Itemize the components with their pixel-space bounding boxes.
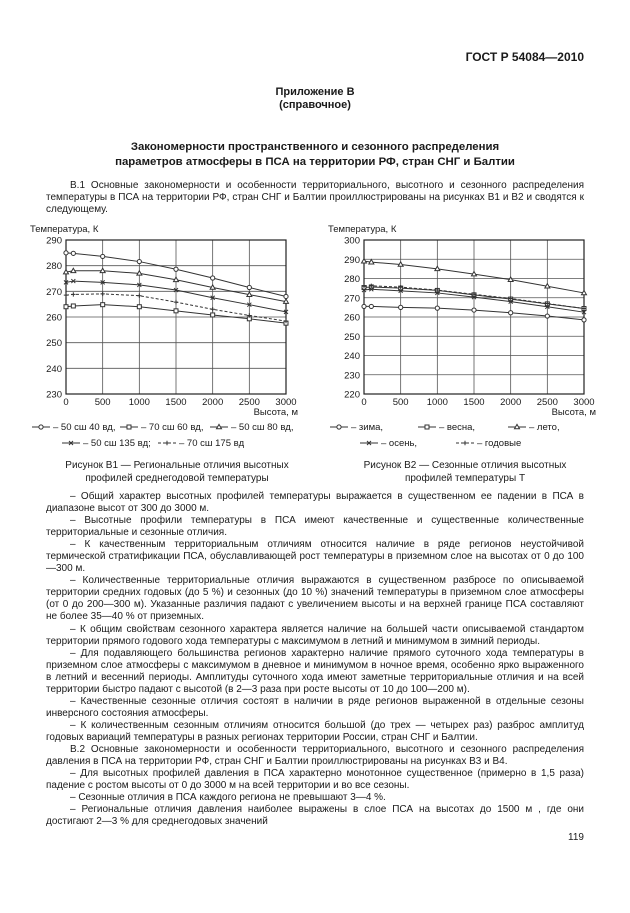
data-point bbox=[509, 311, 513, 315]
legend-item bbox=[158, 438, 245, 449]
appendix-heading bbox=[0, 86, 630, 112]
data-point bbox=[210, 285, 215, 289]
data-point bbox=[210, 307, 214, 311]
x-tick-label: 0 bbox=[63, 397, 69, 408]
legend-item bbox=[32, 422, 115, 433]
x-tick-label: 1500 bbox=[165, 397, 187, 408]
x-tick-label: 2000 bbox=[500, 397, 522, 408]
y-axis-label: Температура, К bbox=[30, 224, 99, 235]
legend-marker bbox=[39, 425, 43, 429]
y-tick-label: 270 bbox=[46, 286, 62, 298]
x-tick-label: 500 bbox=[94, 397, 111, 408]
data-point bbox=[100, 292, 104, 296]
figure-b1-caption-line-1: Рисунок В1 — Региональные отличия высотных bbox=[65, 460, 289, 471]
grid bbox=[66, 240, 286, 394]
y-tick-label: 260 bbox=[46, 312, 62, 324]
appendix-label: Приложение В bbox=[275, 86, 355, 98]
data-point bbox=[398, 262, 403, 266]
legend-label: – 50 сш 80 вд, bbox=[231, 422, 294, 433]
body-paragraph: – Для подавляющего большинства регионов характерно наличие прямого суточного хода температуры в приземном слое атмосферы с максимумом в дневное и минимумом в ночное время, особенно ярко выраженного в летний и весенний периоды. Амплитуды суточного хода имеют заметные территориальные отличия и на всей территории быстро падают с высотой (в 2—3 раза при росте высоты от 10 до 100—200 м). bbox=[46, 647, 584, 695]
figure-b2 bbox=[326, 222, 616, 458]
data-point bbox=[174, 309, 178, 313]
data-point bbox=[472, 271, 477, 275]
body-paragraph: – К общим свойствам сезонного характера является наличие на большей части описываемой стандартом территории прямого годового хода температуры с максимумом в летний и минимумом в зимний периоды. bbox=[46, 623, 584, 647]
legend-marker bbox=[425, 425, 429, 429]
y-tick-label: 220 bbox=[344, 389, 360, 401]
data-point bbox=[137, 305, 141, 309]
section-title bbox=[0, 140, 630, 170]
figure-b1-chart bbox=[28, 222, 318, 458]
x-tick-label: 1500 bbox=[463, 397, 485, 408]
body-paragraph: – Для высотных профилей давления в ПСА характерно монотонное существенное (примерно в 1,5 раза) падение с ростом высоты от 0 до 3000 м на всей территории и во все сезоны. bbox=[46, 768, 584, 792]
body-paragraph: – Качественные сезонные отличия состоят в наличии в ряде регионов выраженной в отдельные сезоны инверсного состояния атмосферы. bbox=[46, 695, 584, 719]
section-title-line-1: Закономерности пространственного и сезонного распределения bbox=[130, 141, 500, 153]
legend-item bbox=[120, 422, 203, 433]
body-paragraph: – Количественные территориальные отличия выражаются в существенном разбросе по описываемой территории средних годовых (до 5 %) и сезонных (до 10 %) значений температуры в приземном слое атмосферы (от 0 до 200—300 м). Указанные различия падают с увеличением высоты и на верхней границе ПСА составляют не более 35—40 % от приземных. bbox=[46, 575, 584, 623]
figure-b2-caption-line-1: Рисунок В2 — Сезонные отличия высотных bbox=[363, 460, 567, 471]
data-point bbox=[247, 285, 251, 289]
body-paragraph: – К качественным территориальным отличиям относится наличие в ряде регионов неустойчивой термической стратификации ПСА, обуславливающей рост температуры в приземном слое на высотах от 0 до 100—300 м. bbox=[46, 539, 584, 575]
data-point bbox=[362, 304, 366, 308]
legend-marker bbox=[337, 425, 341, 429]
x-axis-label: Высота, м bbox=[253, 407, 298, 418]
y-axis-label: Температура, К bbox=[328, 224, 397, 235]
legend-label: – осень, bbox=[381, 438, 418, 449]
figure-b1 bbox=[28, 222, 318, 458]
y-tick-label: 240 bbox=[46, 363, 62, 375]
data-point bbox=[64, 305, 68, 309]
legend-label: – зима, bbox=[351, 422, 384, 433]
data-point bbox=[545, 284, 550, 288]
data-point bbox=[101, 254, 105, 258]
data-point bbox=[64, 269, 69, 273]
page-number: 119 bbox=[568, 832, 584, 843]
figure-b2-caption bbox=[340, 460, 590, 485]
data-point bbox=[211, 276, 215, 280]
data-point bbox=[545, 314, 549, 318]
legend-marker bbox=[165, 441, 169, 445]
data-point bbox=[435, 266, 440, 270]
body-paragraph: В.2 Основные закономерности и особенности территориального, высотного и сезонного распределения давления в ПСА на территории РФ, стран СНГ и Балтии проиллюстрированы на рисунках В3 и В4. bbox=[46, 743, 584, 768]
data-point bbox=[64, 251, 68, 255]
legend-label: – годовые bbox=[477, 438, 522, 449]
figure-b1-caption bbox=[52, 460, 302, 485]
y-tick-label: 300 bbox=[344, 235, 360, 247]
data-point bbox=[211, 313, 215, 317]
body-text bbox=[46, 491, 584, 828]
y-tick-label: 250 bbox=[344, 331, 360, 343]
y-tick-label: 270 bbox=[344, 293, 360, 305]
document-id: ГОСТ Р 54084—2010 bbox=[465, 50, 584, 64]
x-tick-label: 2500 bbox=[536, 397, 558, 408]
data-point bbox=[137, 293, 141, 297]
data-point bbox=[284, 299, 289, 303]
x-tick-label: 1000 bbox=[426, 397, 448, 408]
data-point bbox=[174, 267, 178, 271]
data-point bbox=[64, 293, 68, 297]
legend-label: – 70 сш 175 вд bbox=[179, 438, 245, 449]
legend-label: – лето, bbox=[529, 422, 560, 433]
legend-marker bbox=[463, 441, 467, 445]
data-point bbox=[369, 304, 373, 308]
y-tick-label: 280 bbox=[344, 274, 360, 285]
data-point bbox=[101, 303, 105, 307]
data-point bbox=[399, 305, 403, 309]
y-tick-label: 290 bbox=[344, 254, 360, 266]
x-tick-label: 500 bbox=[392, 397, 409, 408]
y-tick-label: 280 bbox=[46, 261, 62, 273]
appendix-type: (справочное) bbox=[279, 99, 351, 111]
legend-item bbox=[360, 438, 417, 449]
body-paragraph: – Сезонные отличия в ПСА каждого региона не превышают 3—4 %. bbox=[70, 792, 386, 804]
legend-label: – 70 сш 60 вд, bbox=[141, 422, 204, 433]
data-point bbox=[174, 277, 179, 281]
legend-marker bbox=[515, 424, 520, 428]
legend-item bbox=[210, 422, 293, 433]
intro-paragraph: В.1 Основные закономерности и особенности территориального, высотного и сезонного распределения температуры в ПСА на территории РФ, стран СНГ и Балтии проиллюстрированы на рисунках В1 и В2 и сводятся к следующему. bbox=[46, 180, 584, 216]
figure-b1-caption-line-2: профилей среднегодовой температуры bbox=[85, 472, 269, 484]
legend-item bbox=[508, 422, 560, 433]
x-tick-label: 1000 bbox=[128, 397, 150, 408]
grid bbox=[364, 240, 584, 394]
legend-item bbox=[418, 422, 475, 433]
data-point bbox=[435, 306, 439, 310]
data-point bbox=[284, 294, 288, 298]
data-point bbox=[174, 300, 178, 304]
data-point bbox=[472, 308, 476, 312]
body-paragraph: – К количественным сезонным отличиям относится большой (до трех — четырех раз) разброс амплитуд годовых вариаций температуры в разных регионах территории России, стран СНГ и Балтии. bbox=[46, 719, 584, 743]
x-tick-label: 3000 bbox=[275, 397, 297, 408]
data-point bbox=[100, 268, 105, 272]
body-paragraph: – Общий характер высотных профилей температуры выражается в существенном ее падении в ПСА в диапазоне высот от 300 до 3000 м. bbox=[46, 491, 584, 515]
legend-item bbox=[456, 438, 521, 449]
data-point bbox=[137, 271, 142, 275]
body-paragraph: – Региональные отличия давления наиболее выражены в слое ПСА на высотах до 1500 м , где они достигают 2—3 % для среднегодовых значений bbox=[46, 804, 584, 828]
x-tick-label: 3000 bbox=[573, 397, 595, 408]
y-tick-label: 250 bbox=[46, 338, 62, 350]
data-point bbox=[137, 259, 141, 263]
body-paragraph: – Высотные профили температуры в ПСА имеют качественные и существенные количественные территориальные и сезонные отличия. bbox=[46, 515, 584, 539]
data-point bbox=[582, 290, 587, 294]
legend-label: – весна, bbox=[439, 422, 476, 433]
x-axis-label: Высота, м bbox=[551, 407, 596, 418]
y-tick-label: 290 bbox=[46, 235, 62, 247]
y-tick-label: 230 bbox=[344, 370, 360, 382]
legend-label: – 50 сш 135 вд; bbox=[83, 438, 151, 449]
legend-item bbox=[330, 422, 383, 433]
figure-b2-chart bbox=[326, 222, 616, 458]
legend-label: – 50 сш 40 вд, bbox=[53, 422, 116, 433]
y-tick-label: 260 bbox=[344, 312, 360, 324]
legend-marker bbox=[217, 424, 222, 428]
y-tick-label: 240 bbox=[344, 351, 360, 362]
y-tick-label: 230 bbox=[46, 389, 62, 401]
data-point bbox=[71, 251, 75, 255]
x-tick-label: 0 bbox=[361, 397, 367, 408]
data-point bbox=[369, 260, 374, 264]
figure-b2-caption-line-2: профилей температуры Т bbox=[404, 472, 526, 484]
data-point bbox=[71, 304, 75, 308]
data-point bbox=[582, 318, 586, 322]
x-tick-label: 2500 bbox=[238, 397, 260, 408]
x-tick-label: 2000 bbox=[202, 397, 224, 408]
data-point bbox=[247, 292, 252, 296]
section-title-line-2: параметров атмосферы в ПСА на территории РФ, стран СНГ и Балтии bbox=[115, 156, 515, 168]
legend-item bbox=[62, 438, 151, 449]
legend-marker bbox=[127, 425, 131, 429]
data-point bbox=[508, 277, 513, 281]
data-point bbox=[71, 268, 76, 272]
data-point bbox=[71, 292, 75, 296]
